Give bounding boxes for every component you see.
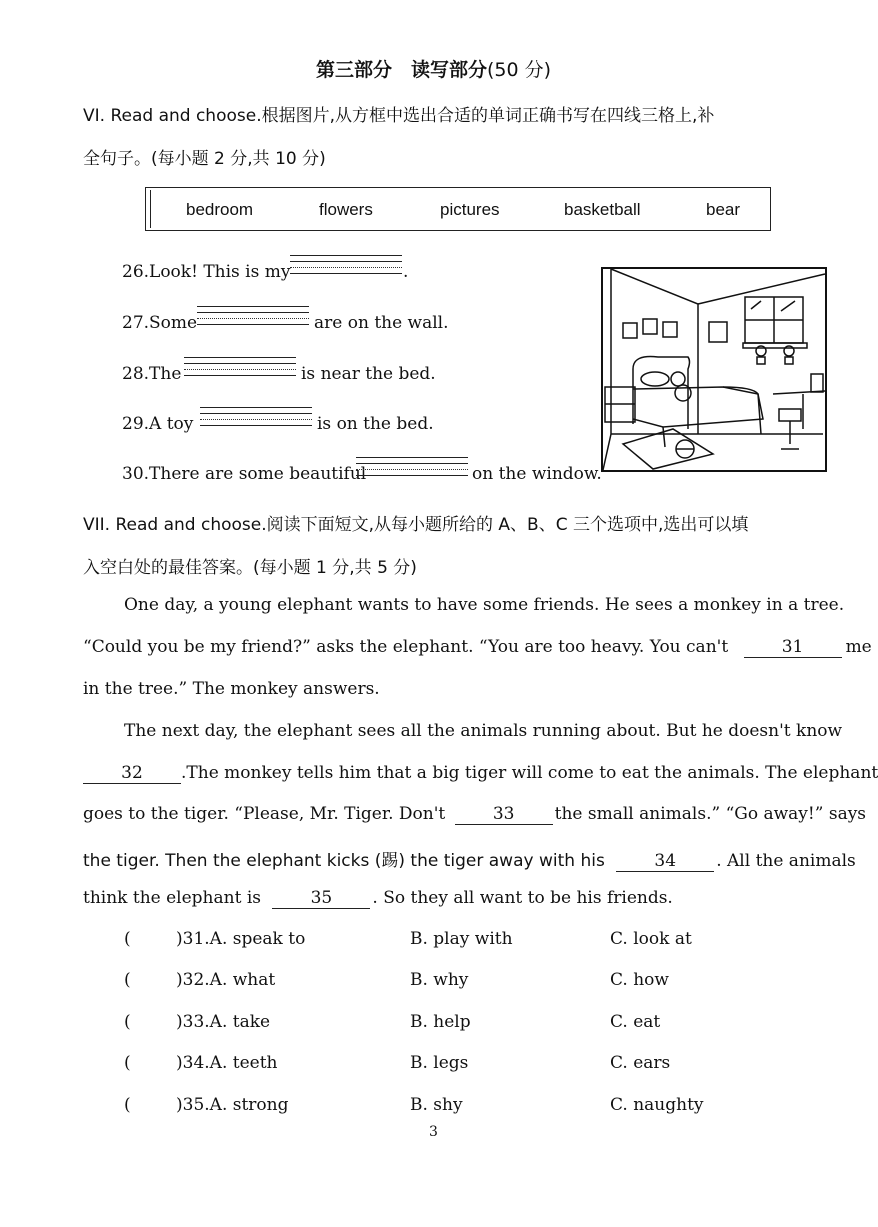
passage-text: . All the animals: [716, 851, 856, 871]
answer-bracket-34[interactable]: (: [124, 1053, 131, 1073]
question-34-option-b[interactable]: B. legs: [410, 1053, 469, 1073]
question-34-option-c[interactable]: C. ears: [610, 1053, 671, 1073]
question-35-option-a[interactable]: )35.A. strong: [176, 1095, 289, 1115]
blank-33[interactable]: 33: [455, 804, 553, 825]
passage-line: One day, a young elephant wants to have some friends. He sees a monkey in a tree.: [124, 595, 845, 615]
question-33-option-c[interactable]: C. eat: [610, 1012, 661, 1032]
answer-bracket-32[interactable]: (: [124, 970, 131, 990]
question-31-option-b[interactable]: B. play with: [410, 929, 513, 949]
answer-bracket-33[interactable]: (: [124, 1012, 131, 1032]
part7-instruction-line2: 入空白处的最佳答案。(每小题 1 分,共 5 分): [83, 558, 417, 578]
passage-line: The next day, the elephant sees all the animals running about. But he doesn't know: [124, 721, 843, 741]
passage-line: in the tree.” The monkey answers.: [83, 679, 380, 699]
passage-line: [83, 888, 673, 909]
blank-34[interactable]: 34: [616, 851, 714, 872]
question-31-option-a[interactable]: )31.A. speak to: [176, 929, 306, 949]
four-line-grid-26[interactable]: [290, 255, 402, 273]
question-29-prefix: 29.A toy: [122, 414, 194, 434]
four-line-grid-27[interactable]: [197, 306, 309, 324]
bedroom-drawing: [603, 269, 825, 470]
passage-line: [83, 763, 878, 784]
word-bank-item: basketball: [564, 200, 641, 219]
passage-text: the small animals.” “Go away!” says: [554, 804, 867, 824]
section-score: (50 分): [486, 59, 552, 81]
passage-text: . So they all want to be his friends.: [372, 888, 673, 908]
passage-text: .The monkey tells him that a big tiger will come to eat the animals. The elephant: [181, 763, 878, 783]
passage-line: [83, 804, 866, 825]
word-bank-item: flowers: [319, 200, 373, 219]
four-line-grid-29[interactable]: [200, 407, 312, 425]
four-line-grid-28[interactable]: [184, 357, 296, 375]
question-32-option-a[interactable]: )32.A. what: [176, 970, 276, 990]
section-title-text: 第三部分 读写部分: [315, 59, 487, 81]
question-27-prefix: 27.Some: [122, 313, 198, 333]
question-28-prefix: 28.The: [122, 364, 182, 384]
passage-text: me: [845, 637, 872, 657]
question-26-prefix: 26.Look! This is my: [122, 262, 291, 282]
question-29-suffix: is on the bed.: [317, 414, 434, 434]
four-line-grid-30[interactable]: [356, 457, 468, 475]
section-title: [0, 55, 867, 82]
question-34-option-a[interactable]: )34.A. teeth: [176, 1053, 278, 1073]
passage-line: [83, 637, 872, 658]
question-33-option-b[interactable]: B. help: [410, 1012, 471, 1032]
blank-32[interactable]: 32: [83, 763, 181, 784]
question-35-option-b[interactable]: B. shy: [410, 1095, 463, 1115]
answer-bracket-31[interactable]: (: [124, 929, 131, 949]
question-32-option-b[interactable]: B. why: [410, 970, 469, 990]
question-30-suffix: on the window.: [472, 464, 602, 484]
passage-text: the tiger. Then the elephant kicks (踢) the tiger away with his: [83, 851, 605, 871]
part7-instruction-line1: VII. Read and choose.阅读下面短文,从每小题所给的 A、B、C 三个选项中,选出可以填: [83, 515, 749, 535]
word-bank-item: bear: [706, 200, 741, 219]
page-number: 3: [429, 1124, 438, 1140]
question-31-option-c[interactable]: C. look at: [610, 929, 692, 949]
question-30-prefix: 30.There are some beautiful: [122, 464, 367, 484]
question-26-suffix: .: [403, 262, 409, 282]
part6-instruction-line1: VI. Read and choose.根据图片,从方框中选出合适的单词正确书写在四线三格上,补: [83, 106, 715, 126]
passage-text: “Could you be my friend?” asks the elephant. “You are too heavy. You can't: [83, 637, 729, 657]
part6-instruction-line2: 全句子。(每小题 2 分,共 10 分): [83, 149, 326, 169]
passage-line: [83, 846, 856, 872]
word-bank-left-bar: [150, 190, 151, 228]
blank-35[interactable]: 35: [272, 888, 370, 909]
passage-text: think the elephant is: [83, 888, 261, 908]
question-27-suffix: are on the wall.: [314, 313, 449, 333]
question-32-option-c[interactable]: C. how: [610, 970, 669, 990]
blank-31[interactable]: 31: [744, 637, 842, 658]
bedroom-illustration: [601, 267, 827, 472]
word-bank-box: [145, 187, 771, 231]
passage-text: goes to the tiger. “Please, Mr. Tiger. Don't: [83, 804, 446, 824]
question-28-suffix: is near the bed.: [301, 364, 436, 384]
word-bank-item: bedroom: [186, 200, 254, 219]
question-35-option-c[interactable]: C. naughty: [610, 1095, 704, 1115]
answer-bracket-35[interactable]: (: [124, 1095, 131, 1115]
question-33-option-a[interactable]: )33.A. take: [176, 1012, 271, 1032]
word-bank-item: pictures: [440, 200, 500, 219]
